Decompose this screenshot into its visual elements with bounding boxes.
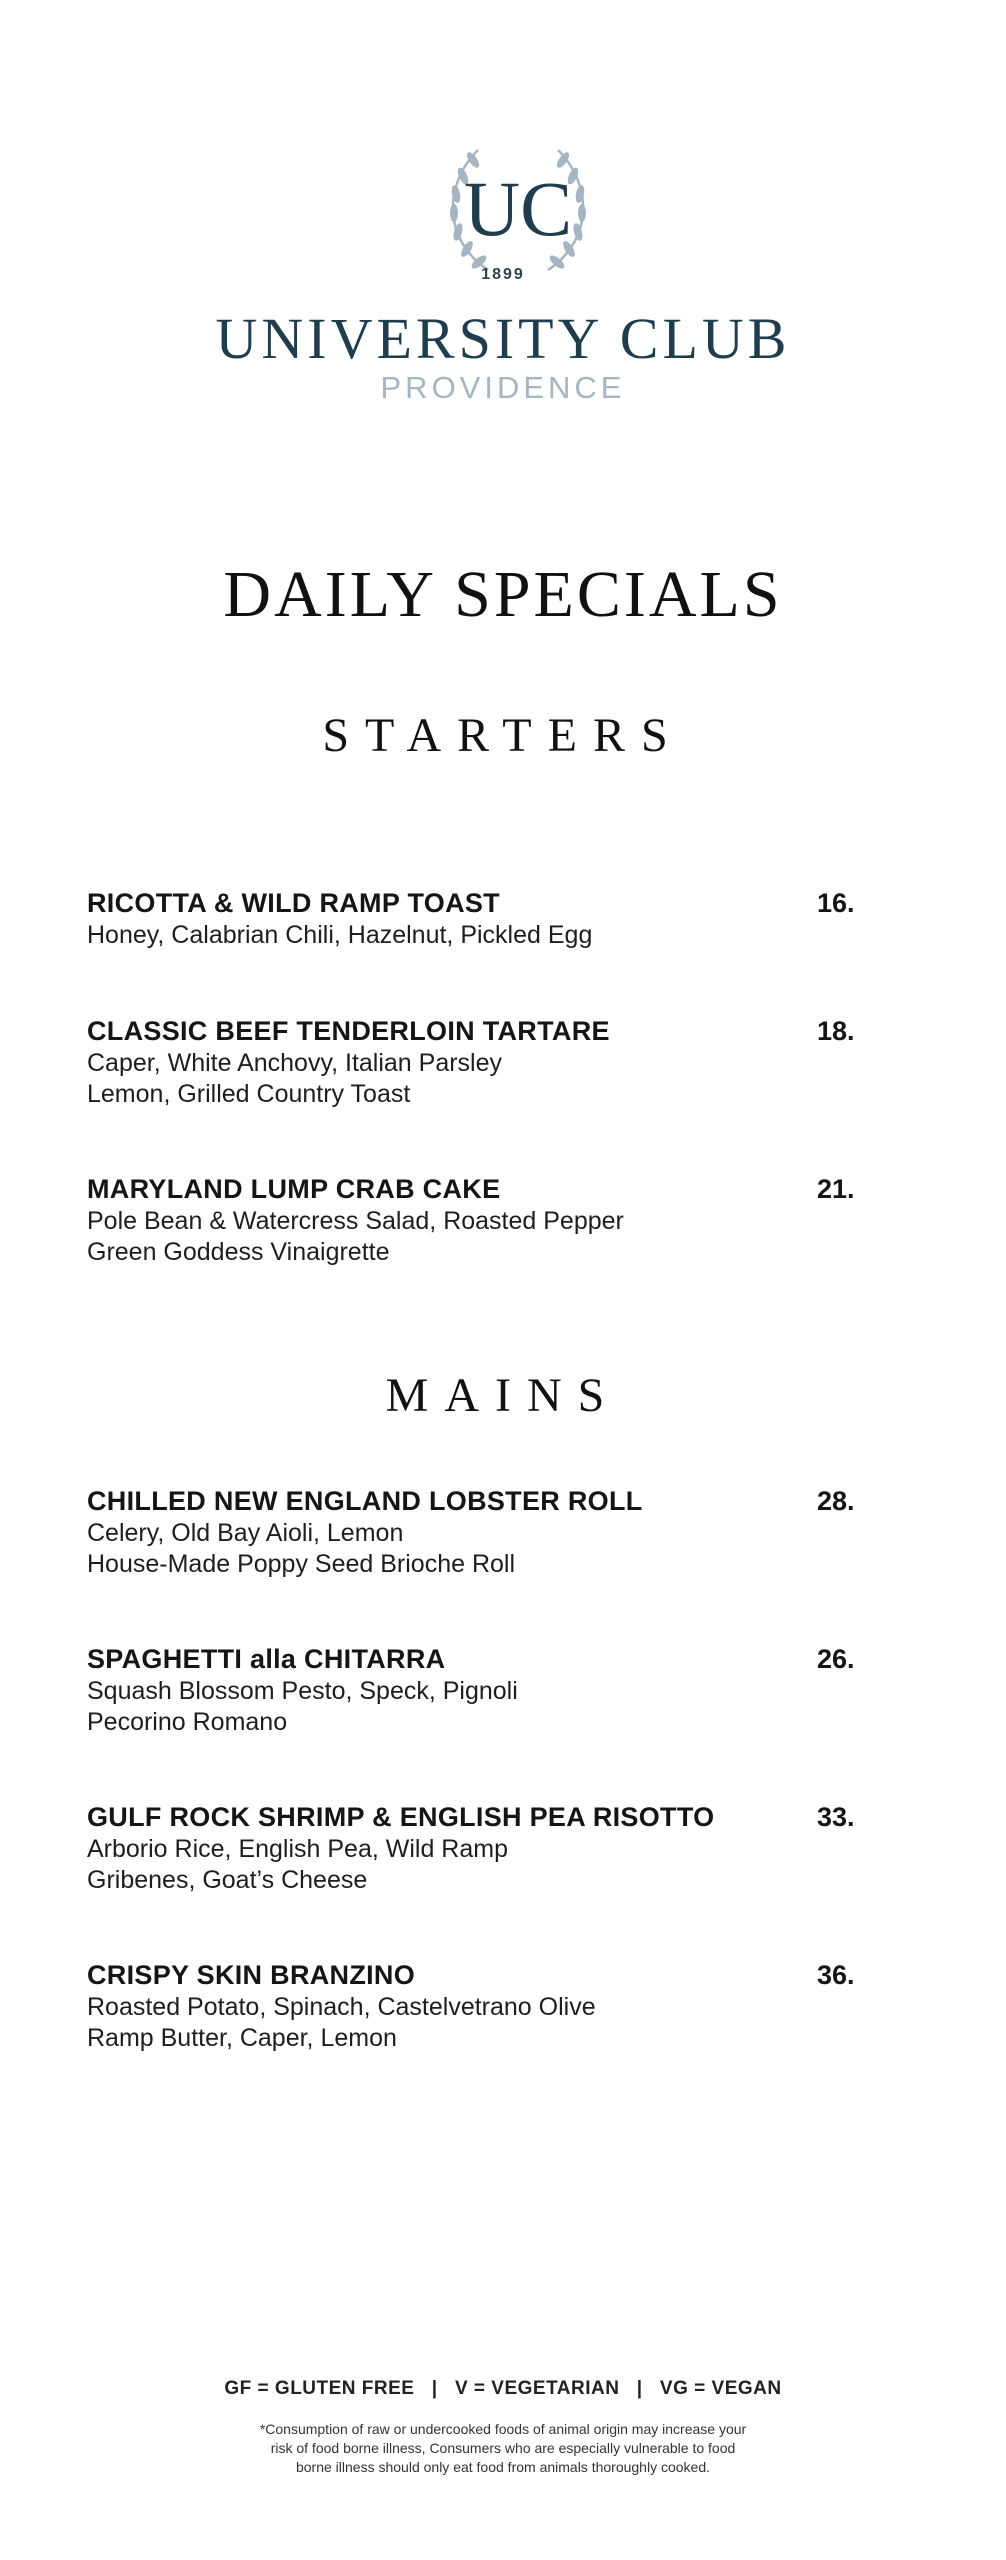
menu-item	[87, 886, 887, 951]
section-title-mains: MAINS	[385, 1369, 621, 1422]
menu-item	[87, 1800, 887, 1896]
menu-item-price: 26.	[817, 1644, 855, 1674]
menu-item-description: Ramp Butter, Caper, Lemon	[87, 2024, 397, 2052]
menu-item-name: CHILLED NEW ENGLAND LOBSTER ROLL	[87, 1486, 643, 1516]
menu-item	[87, 1958, 887, 2054]
logo-city: PROVIDENCE	[380, 370, 626, 405]
disclaimer-line: borne illness should only eat food from animals thoroughly cooked.	[295, 2459, 711, 2475]
menu-item-description: Celery, Old Bay Aioli, Lemon	[87, 1519, 404, 1547]
page-title: DAILY SPECIALS	[223, 558, 783, 631]
menu-item	[87, 1642, 887, 1738]
menu-item-description: House-Made Poppy Seed Brioche Roll	[87, 1550, 516, 1578]
menu-item-name: CRISPY SKIN BRANZINO	[87, 1960, 416, 1990]
logo-year: 1899	[481, 266, 525, 283]
menu-item-description: Pole Bean & Watercress Salad, Roasted Pepper	[87, 1207, 624, 1235]
menu-item-price: 21.	[817, 1174, 855, 1204]
menu-item-price: 28.	[817, 1486, 855, 1516]
menu-item-description: Pecorino Romano	[87, 1708, 288, 1736]
menu-item-name: RICOTTA & WILD RAMP TOAST	[87, 888, 500, 918]
menu-item-description: Green Goddess Vinaigrette	[87, 1238, 390, 1266]
menu-item-description: Honey, Calabrian Chili, Hazelnut, Pickled Egg	[87, 921, 593, 949]
dietary-legend-text: GF = GLUTEN FREE | V = VEGETARIAN | VG = VEGAN	[224, 2378, 782, 2399]
menu-item-price: 33.	[817, 1802, 855, 1832]
menu-item-name: SPAGHETTI alla CHITARRA	[87, 1644, 446, 1674]
menu-item-description: Roasted Potato, Spinach, Castelvetrano Olive	[87, 1993, 596, 2021]
section-title-starters: STARTERS	[322, 709, 684, 762]
menu-item-description: Gribenes, Goat’s Cheese	[87, 1866, 368, 1894]
menu-item-name: CLASSIC BEEF TENDERLOIN TARTARE	[87, 1016, 610, 1046]
menu-item	[87, 1484, 887, 1580]
menu-item	[87, 1014, 887, 1110]
food-safety-disclaimer	[190, 2420, 816, 2477]
disclaimer-line: *Consumption of raw or undercooked foods of animal origin may increase your	[259, 2421, 747, 2437]
menu-item-name: MARYLAND LUMP CRAB CAKE	[87, 1174, 501, 1204]
dietary-legend	[0, 2378, 1006, 2400]
menu-item-price: 16.	[817, 888, 855, 918]
logo-monogram: UC	[463, 165, 573, 252]
menu-item-price: 18.	[817, 1016, 855, 1046]
menu-item	[87, 1172, 887, 1268]
menu-item-price: 36.	[817, 1960, 855, 1990]
menu-item-description: Caper, White Anchovy, Italian Parsley	[87, 1049, 503, 1077]
menu-item-description: Squash Blossom Pesto, Speck, Pignoli	[87, 1677, 518, 1705]
disclaimer-line: risk of food borne illness, Consumers who are especially vulnerable to food	[270, 2440, 736, 2456]
menu-item-name: GULF ROCK SHRIMP & ENGLISH PEA RISOTTO	[87, 1802, 715, 1832]
menu-item-description: Arborio Rice, English Pea, Wild Ramp	[87, 1835, 508, 1863]
logo-club-name: UNIVERSITY CLUB	[215, 306, 791, 371]
menu-item-description: Lemon, Grilled Country Toast	[87, 1080, 411, 1108]
